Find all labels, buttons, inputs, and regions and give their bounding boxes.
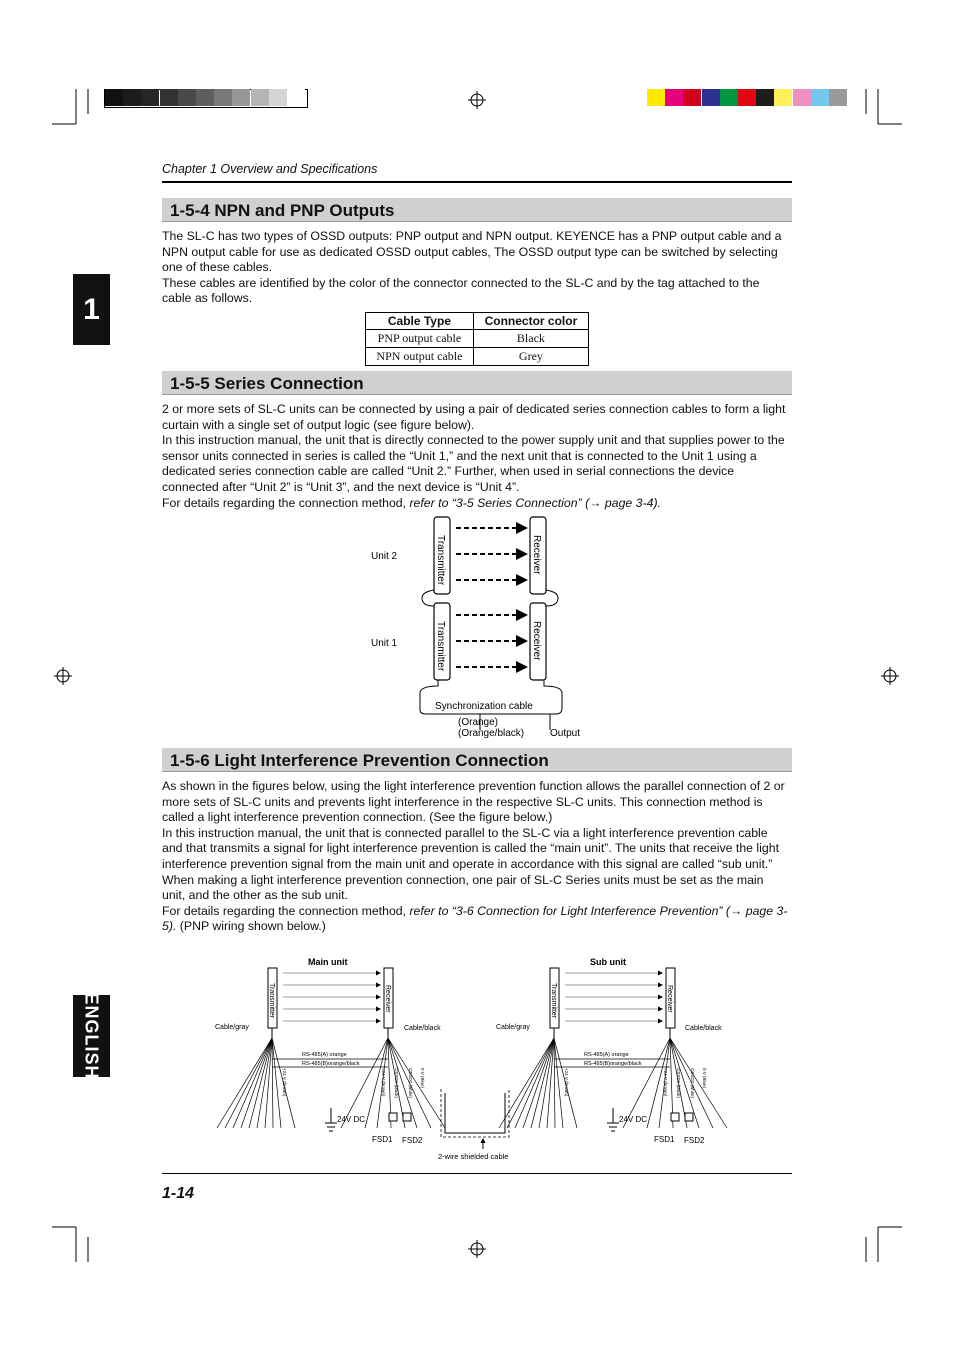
rs485b-label: RS-485(B)orange/black (584, 1061, 642, 1067)
registration-mark-bottom (468, 1240, 486, 1258)
receiver-label: Receiver (666, 985, 673, 1013)
sub-unit-label: Sub unit (590, 957, 626, 967)
registration-mark-top (468, 91, 486, 109)
section-156-p4-lead: For details regarding the connection method, (162, 903, 410, 918)
wire-ossd1-label: OSSD1 (black) (394, 1068, 399, 1099)
cable-gray-label: Cable/gray (215, 1024, 249, 1031)
fsd1-relay (671, 1113, 679, 1121)
section-154-text (162, 229, 790, 307)
header-rule (162, 181, 792, 183)
orange-label: (Orange) (458, 717, 499, 728)
wire-0v-label: 0 V (Blue) (702, 1068, 707, 1089)
section-154-p2: These cables are identified by the color of the connector connected to the SL-C and by the tag attached to the cable as follows. (162, 275, 760, 306)
receiver-label: Receiver (531, 621, 542, 661)
fsd1-relay (389, 1113, 397, 1121)
section-155-p3-lead: For details regarding the connection method, (162, 495, 410, 510)
section-155-title: 1-5-5 Series Connection (170, 374, 364, 393)
sub-power-supply (607, 1108, 619, 1131)
chapter-number: 1 (83, 293, 100, 326)
section-155-p1: 2 or more sets of SL-C units can be connected by using a pair of dedicated series connection cables to form a light curtain with a single set of output logic (see figure below). (162, 402, 786, 432)
light-beams (283, 973, 380, 1021)
section-156-p2: In this instruction manual, the unit that is connected parallel to the SL-C via a light interference prevention cable and that transmits a signal for light interference prevention is called the “main unit”. The units that receive the light interference prevention signal from the main unit and operate in accordance with this signal are called “sub unit.” (162, 825, 779, 871)
fsd1-label: FSD1 (654, 1135, 675, 1144)
rs485a-label: RS-485(A) orange (584, 1052, 629, 1058)
chapter-tab (73, 274, 110, 345)
interference-wiring-figure (205, 953, 765, 1165)
chapter-header: Chapter 1 Overview and Specifications (162, 162, 378, 176)
main-power-supply (325, 1108, 337, 1131)
table-cell: Grey (473, 348, 588, 366)
section-156-title: 1-5-6 Light Interference Prevention Connection (170, 751, 549, 770)
orange-black-label: (Orange/black) (458, 728, 525, 739)
section-156-text (162, 779, 790, 935)
section-156-reference-link[interactable]: refer to “3-6 Connection for Light Interference Prevention” (→ page 3-5). (162, 903, 788, 934)
fsd1-label: FSD1 (372, 1135, 393, 1144)
main-unit-label: Main unit (308, 957, 348, 967)
section-154-p1: The SL-C has two types of OSSD outputs: PNP output and NPN output. KEYENCE has a PNP output cable and a NPN output cable for use as dedicated OSSD output cables, The OSSD output type can be switched by selecting one of these cables. (162, 229, 782, 275)
table-cell: PNP output cable (366, 330, 474, 348)
fsd2-relay (685, 1113, 693, 1121)
wire-24v-label: +24 V (brown) (663, 1068, 668, 1097)
registration-mark-right (881, 667, 899, 685)
wire-24v-label: +24 V (brown) (564, 1068, 569, 1097)
table-cell: NPN output cable (366, 348, 474, 366)
main-unit-group (215, 957, 445, 1145)
registration-mark-left (54, 667, 72, 685)
language-label: ENGLISH (81, 992, 102, 1080)
cable-table-header (366, 313, 589, 330)
fsd2-relay (403, 1113, 411, 1121)
sync-cable-label: Synchronization cable (435, 701, 533, 712)
dc24-label: 24V DC (337, 1115, 366, 1124)
table-row (366, 348, 589, 366)
rs485a-label: RS-485(A) orange (302, 1052, 347, 1058)
cable-type-header: Cable Type (366, 313, 474, 330)
unit1-label: Unit 1 (371, 638, 398, 649)
cable-table (365, 312, 589, 366)
series-connection-figure (360, 510, 600, 742)
cable-black-label: Cable/black (685, 1025, 722, 1032)
section-155-reference-link[interactable]: refer to “3-5 Series Connection” (→ page 3-4). (409, 495, 661, 510)
cable-gray-label: Cable/gray (496, 1024, 530, 1031)
section-156-p4 (162, 904, 790, 935)
fsd2-label: FSD2 (684, 1136, 705, 1145)
transmitter-label: Transmitter (435, 535, 446, 586)
page-number: 1-14 (162, 1185, 195, 1202)
receiver-label: Receiver (531, 535, 542, 575)
section-155-text (162, 402, 790, 511)
rs485b-label: RS-485(B)orange/black (302, 1061, 360, 1067)
section-154-title: 1-5-4 NPN and PNP Outputs (170, 201, 395, 220)
receiver-label: Receiver (384, 985, 391, 1013)
wire-ossd1-label: OSSD1 (black) (676, 1068, 681, 1099)
wire-24v-label: +24 V (brown) (282, 1068, 287, 1097)
shielded-cable-label: 2-wire shielded cable (438, 1152, 509, 1161)
shielded-cable (441, 1089, 509, 1149)
cable-black-label: Cable/black (404, 1025, 441, 1032)
sub-unit-group (496, 957, 727, 1145)
language-tab (73, 992, 110, 1080)
section-154-bar (162, 198, 792, 222)
section-156-p4-tail: (PNP wiring shown below.) (176, 919, 326, 934)
output-label: Output (550, 728, 581, 739)
unit2-label: Unit 2 (371, 551, 398, 562)
transmitter-label: Transmitter (268, 983, 275, 1019)
wire-24v-label: +24 V (brown) (381, 1068, 386, 1097)
section-156-bar (162, 748, 792, 772)
wire-0v-label: 0 V (Blue) (420, 1068, 425, 1089)
dc24-label: 24V DC (619, 1115, 648, 1124)
footer-rule (162, 1173, 792, 1174)
section-155-p2: In this instruction manual, the unit that is directly connected to the power supply unit and that supplies power to the sensor units connected in series is called the “Unit 1,” and the next unit that is connected to the Unit 1 using a dedicated series connection cable are called “Unit 2.” Further, when used in serial connections the device connected after “Unit 2” is “Unit 3”, and the next device is “Unit 4”. (162, 433, 785, 494)
light-beams (565, 973, 662, 1021)
section-156-p3: When making a light interference prevention connection, one pair of SL-C Series units must be set as the main unit, and the other as the sub unit. (162, 872, 764, 903)
section-156-p1: As shown in the figures below, using the light interference prevention function allows the parallel connection of 2 or more sets of SL-C units and prevents light interference in the respective SL-C units. This connection method is called a light interference prevention connection. (See the figure below.) (162, 779, 785, 825)
section-155-p3 (162, 496, 790, 512)
transmitter-label: Transmitter (435, 621, 446, 672)
wire-ossd2-label: OSSD2 (white) (690, 1068, 695, 1099)
fsd2-label: FSD2 (402, 1136, 423, 1145)
section-155-bar (162, 371, 792, 395)
table-cell: Black (473, 330, 588, 348)
light-beams (456, 528, 526, 667)
connector-color-header: Connector color (473, 313, 588, 330)
transmitter-label: Transmitter (550, 983, 557, 1019)
wire-ossd2-label: OSSD2 (white) (408, 1068, 413, 1099)
table-row (366, 330, 589, 348)
